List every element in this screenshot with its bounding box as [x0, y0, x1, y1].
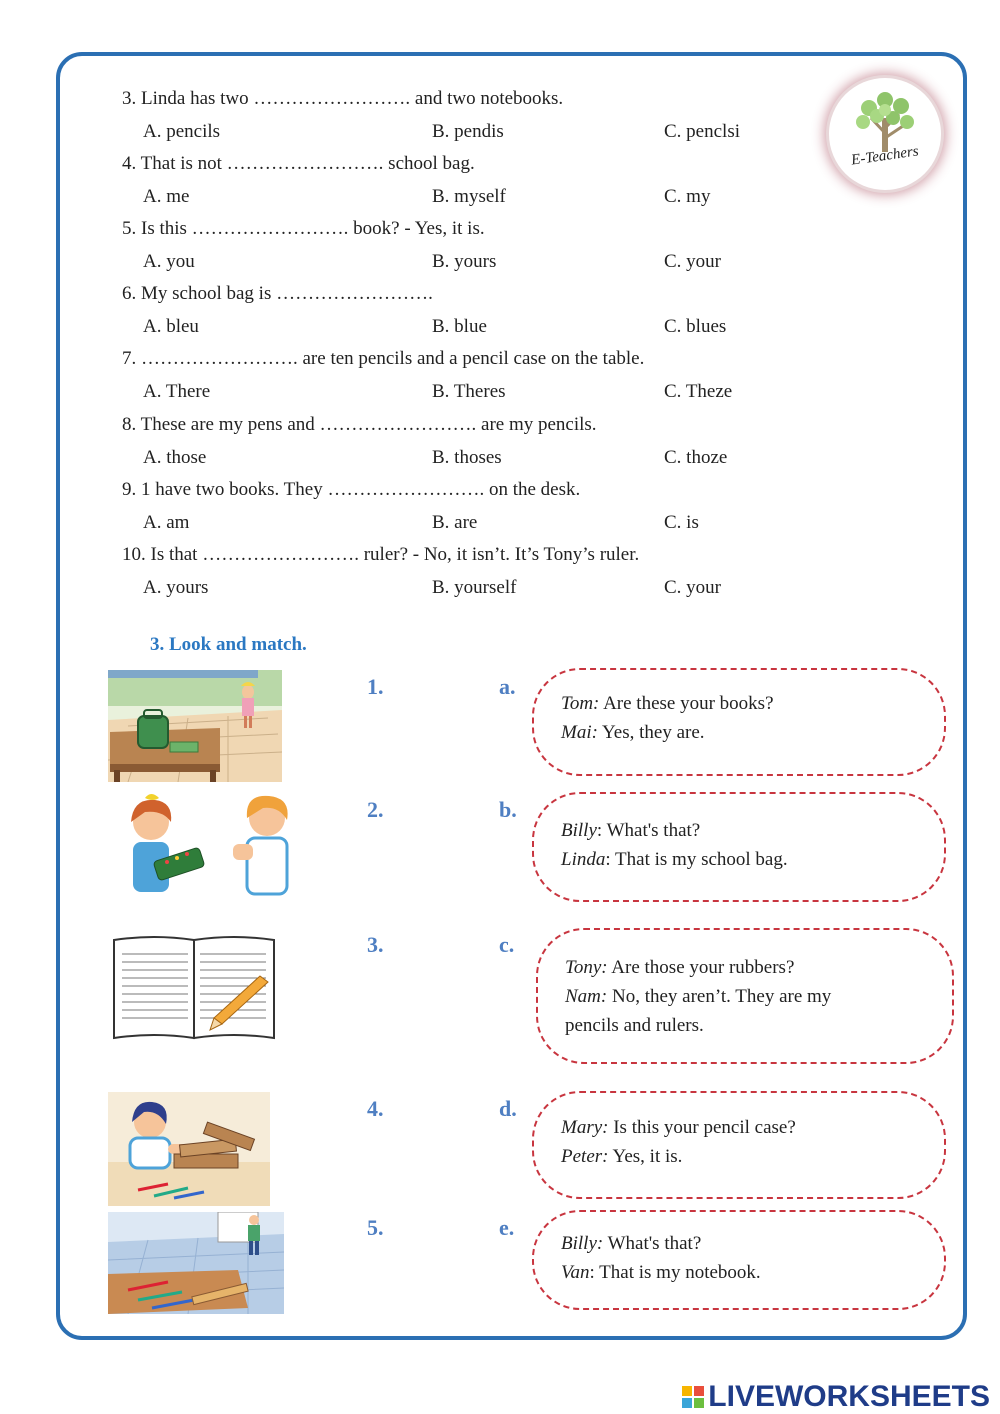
question-7: 7. ……………………. are ten pencils and a pencil case on the table.: [122, 348, 645, 369]
q5-option-c[interactable]: C. your: [664, 251, 721, 272]
q9-option-a[interactable]: A. am: [143, 512, 190, 533]
match-number-5: 5.: [367, 1215, 384, 1240]
dialogue-c-line-1: Tony: Are those your rubbers?: [565, 957, 795, 978]
q4-option-b[interactable]: B. myself: [432, 186, 506, 207]
picture-5-boy-pencils: [108, 1212, 284, 1314]
question-5: 5. Is this ……………………. book? - Yes, it is.: [122, 218, 485, 239]
question-8: 8. These are my pens and ……………………. are my pencils.: [122, 414, 597, 435]
tree-icon: [829, 78, 941, 190]
q9-option-b[interactable]: B. are: [432, 512, 478, 533]
dialogue-b-line-2: Linda: That is my school bag.: [561, 849, 788, 870]
q4-option-a[interactable]: A. me: [143, 186, 190, 207]
dialogue-c-line-3: pencils and rulers.: [565, 1015, 704, 1036]
q8-option-b[interactable]: B. thoses: [432, 447, 502, 468]
q6-option-b[interactable]: B. blue: [432, 316, 487, 337]
section-title: 3. Look and match.: [150, 634, 307, 655]
dialogue-d-line-2: Peter: Yes, it is.: [561, 1146, 683, 1167]
question-4: 4. That is not ……………………. school bag.: [122, 153, 475, 174]
q5-option-a[interactable]: A. you: [143, 251, 195, 272]
dialogue-bubble-d[interactable]: [532, 1091, 946, 1199]
match-letter-a: a.: [499, 674, 516, 699]
q6-option-a[interactable]: A. bleu: [143, 316, 199, 337]
q7-option-a[interactable]: A. There: [143, 381, 211, 402]
e-teachers-logo: [829, 78, 941, 190]
match-letter-b: b.: [499, 797, 517, 822]
picture-1-desk-bag: [108, 670, 282, 782]
dialogue-c-line-2: Nam: No, they aren’t. They are my: [565, 986, 832, 1007]
match-letter-c: c.: [499, 932, 515, 957]
dialogue-a-line-2: Mai: Yes, they are.: [561, 722, 705, 743]
match-number-1: 1.: [367, 674, 384, 699]
question-6: 6. My school bag is …………………….: [122, 283, 433, 304]
dialogue-d-line-1: Mary: Is this your pencil case?: [561, 1117, 796, 1138]
q3-option-a[interactable]: A. pencils: [143, 121, 221, 142]
match-number-4: 4.: [367, 1096, 384, 1121]
q10-option-b[interactable]: B. yourself: [432, 577, 517, 598]
q6-option-c[interactable]: C. blues: [664, 316, 727, 337]
q3-option-c[interactable]: C. penclsi: [664, 121, 740, 142]
dialogue-bubble-e[interactable]: [532, 1210, 946, 1310]
dialogue-e-line-2: Van: That is my notebook.: [561, 1262, 761, 1283]
q5-option-b[interactable]: B. yours: [432, 251, 497, 272]
q8-option-c[interactable]: C. thoze: [664, 447, 728, 468]
match-letter-d: d.: [499, 1096, 517, 1121]
q3-option-b[interactable]: B. pendis: [432, 121, 504, 142]
match-letter-e: e.: [499, 1215, 515, 1240]
q7-option-c[interactable]: C. Theze: [664, 381, 733, 402]
picture-4-girl-books: [108, 1092, 270, 1206]
question-9: 9. 1 have two books. They ……………………. on the desk.: [122, 479, 581, 500]
q4-option-c[interactable]: C. my: [664, 186, 711, 207]
dialogue-b-line-1: Billy: What's that?: [561, 820, 701, 841]
liveworksheets-text: LIVEWORKSHEETS: [708, 1380, 990, 1413]
dialogue-bubble-b[interactable]: [532, 792, 946, 902]
liveworksheets-logo: [682, 1380, 990, 1414]
dialogue-a-line-1: Tom: Are these your books?: [561, 693, 774, 714]
match-number-2: 2.: [367, 797, 384, 822]
question-10: 10. Is that ……………………. ruler? - No, it isn’t. It’s Tony’s ruler.: [122, 544, 640, 565]
q8-option-a[interactable]: A. those: [143, 447, 207, 468]
picture-3-notebook-pencil: [110, 932, 278, 1044]
question-3: 3. Linda has two ……………………. and two notebooks.: [122, 88, 564, 109]
q9-option-c[interactable]: C. is: [664, 512, 699, 533]
picture-2-girl-boy: [115, 792, 297, 900]
dialogue-e-line-1: Billy: What's that?: [561, 1233, 702, 1254]
q10-option-c[interactable]: C. your: [664, 577, 721, 598]
q10-option-a[interactable]: A. yours: [143, 577, 209, 598]
logo-text: E-Teachers: [850, 143, 920, 169]
q7-option-b[interactable]: B. Theres: [432, 381, 506, 402]
liveworksheets-icon: [682, 1386, 704, 1408]
match-number-3: 3.: [367, 932, 384, 957]
